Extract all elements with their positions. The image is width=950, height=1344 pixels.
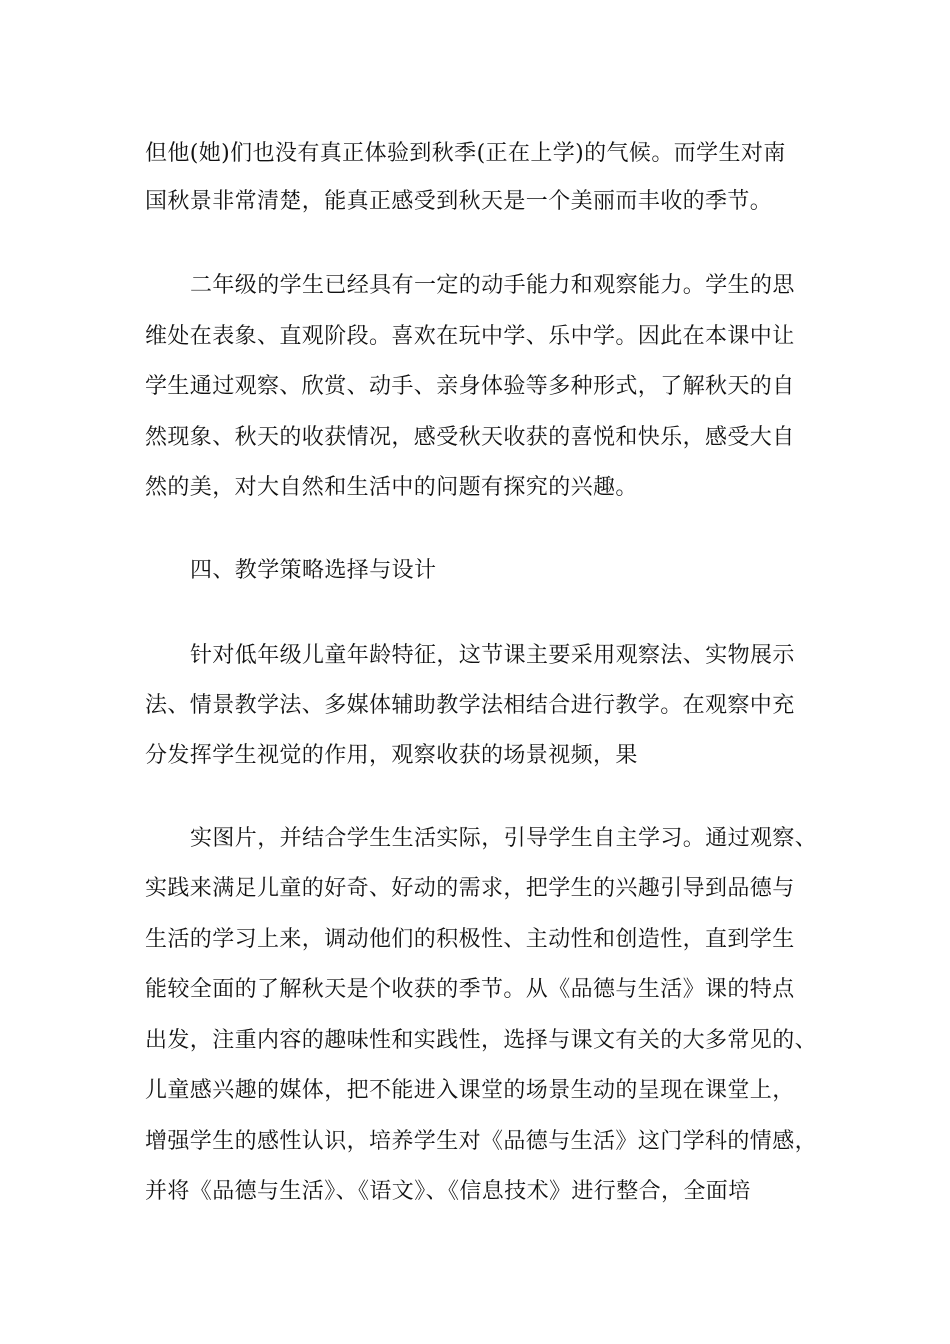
paragraph-4-line-1: 针对低年级儿童年龄特征，这节课主要采用观察法、实物展示	[190, 643, 795, 668]
paragraph-5-line-1: 实图片，并结合学生生活实际，引导学生自主学习。通过观察、	[190, 826, 818, 851]
paragraph-5-line-6: 儿童感兴趣的媒体，把不能进入课堂的场景生动的呈现在课堂上，	[145, 1078, 795, 1103]
paragraph-2-line-1: 二年级的学生已经具有一定的动手能力和观察能力。学生的思	[190, 273, 795, 298]
paragraph-5-line-5: 出发，注重内容的趣味性和实践性，选择与课文有关的大多常见的、	[145, 1028, 818, 1053]
paragraph-5-line-4: 能较全面的了解秋天是个收获的季节。从《品德与生活》课的特点	[145, 977, 795, 1002]
paragraph-4-line-3: 分发挥学生视觉的作用，观察收获的场景视频，果	[145, 743, 638, 768]
paragraph-5-line-7: 增强学生的感性认识，培养学生对《品德与生活》这门学科的情感，	[145, 1129, 818, 1154]
paragraph-2-line-5: 然的美，对大自然和生活中的问题有探究的兴趣。	[145, 475, 638, 500]
section-heading: 四、教学策略选择与设计	[190, 558, 437, 583]
paragraph-5-line-2: 实践来满足儿童的好奇、好动的需求，把学生的兴趣引导到品德与	[145, 876, 795, 901]
paragraph-5-line-8: 并将《品德与生活》、《语文》、《信息技术》进行整合，全面培	[145, 1179, 751, 1204]
paragraph-2-line-3: 学生通过观察、欣赏、动手、亲身体验等多种形式，了解秋天的自	[145, 374, 795, 399]
paragraph-1-line-1: 但他(她)们也没有真正体验到秋季(正在上学)的气候。而学生对南	[145, 141, 786, 166]
paragraph-4-line-2: 法、情景教学法、多媒体辅助教学法相结合进行教学。在观察中充	[145, 693, 795, 718]
paragraph-5-line-3: 生活的学习上来，调动他们的积极性、主动性和创造性，直到学生	[145, 927, 795, 952]
paragraph-2-line-2: 维处在表象、直观阶段。喜欢在玩中学、乐中学。因此在本课中让	[145, 324, 795, 349]
paragraph-2-line-4: 然现象、秋天的收获情况，感受秋天收获的喜悦和快乐，感受大自	[145, 425, 795, 450]
paragraph-1-line-2: 国秋景非常清楚，能真正感受到秋天是一个美丽而丰收的季节。	[145, 189, 773, 214]
